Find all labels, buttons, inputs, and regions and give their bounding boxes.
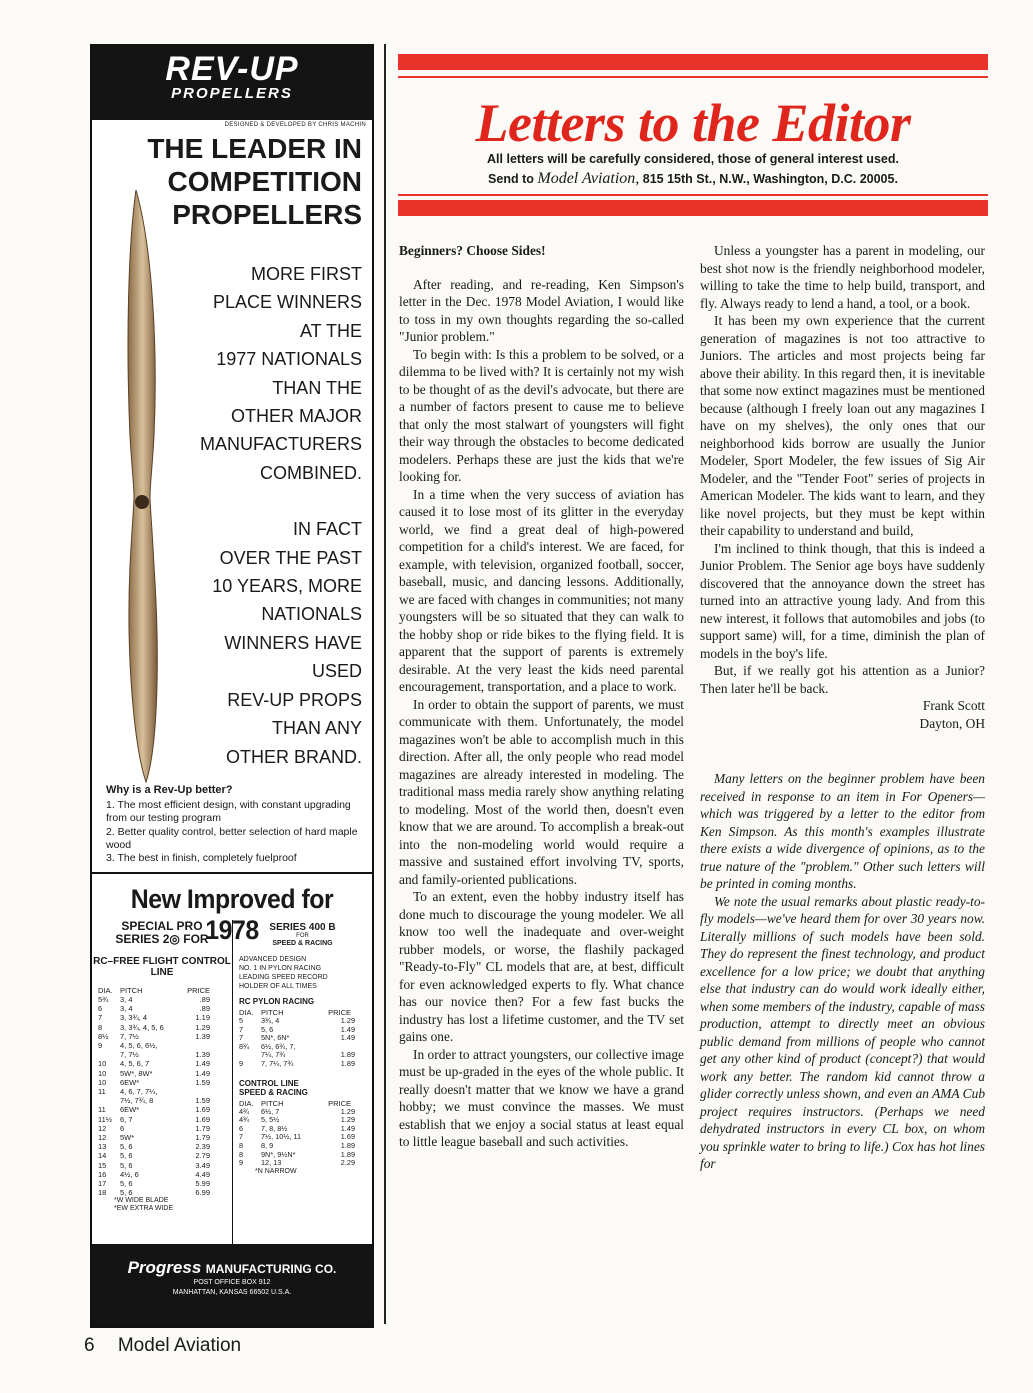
- price-cell: 7, 7½: [120, 1050, 139, 1060]
- red-rule-bottom: [398, 194, 988, 196]
- price-cell: 5.99: [195, 1179, 210, 1189]
- price-cell: 13: [98, 1142, 107, 1152]
- price-cell: 3¾, 4: [261, 1016, 280, 1025]
- ad-claim-line: PLACE WINNERS: [212, 292, 362, 313]
- ad-claim-line: USED: [311, 661, 362, 682]
- footer-magazine: Model Aviation: [117, 1335, 242, 1356]
- price-cell: 5W*: [120, 1133, 135, 1143]
- price-cell: 1.89: [340, 1058, 355, 1068]
- ad-claim-line: IN FACT: [292, 519, 362, 540]
- price-cell: 2.79: [195, 1151, 210, 1161]
- price-cell: 12: [98, 1133, 107, 1143]
- ad-claim-line: COMBINED.: [259, 462, 362, 483]
- price-cell: 10: [98, 1077, 107, 1087]
- price-cell: 1.69: [340, 1132, 355, 1142]
- price-cell: 8, 9: [261, 1140, 274, 1150]
- signature-city: Dayton, OH: [919, 715, 985, 731]
- price-cell: 11: [98, 1087, 106, 1097]
- price-cell: 7, 7½: [120, 1031, 139, 1041]
- page-number: 6: [84, 1335, 95, 1356]
- price-cell: 7: [239, 1033, 244, 1043]
- ad-claim-line: MORE FIRST: [251, 264, 362, 284]
- info-line: NO. 1 IN PYLON RACING: [239, 965, 322, 972]
- price-row: [233, 1159, 372, 1168]
- price-cell: 1.29: [340, 1106, 355, 1116]
- price-cell: 1.69: [195, 1114, 210, 1124]
- ad-claim-line: WINNERS HAVE: [224, 632, 362, 653]
- series-400-title: SERIES 400 B: [269, 922, 336, 933]
- special-pro-title: SERIES 2◎ FOR: [115, 932, 209, 946]
- price-cell: 8: [239, 1149, 244, 1159]
- price-row: [92, 995, 232, 1004]
- price-cell: [178, 1087, 210, 1096]
- price-cell: 1.49: [195, 1059, 210, 1069]
- ad-claim-line: THAN ANY: [271, 718, 362, 739]
- price-row: [92, 1023, 232, 1032]
- price-cell: 4, 5, 6, 7: [120, 1059, 150, 1069]
- special-pro-header: [92, 986, 232, 995]
- price-cell: .89: [199, 1004, 210, 1014]
- col-price: PRICE: [187, 986, 210, 995]
- letter-paragraph: Unless a youngster has a parent in modeling, our best shot now is the friendly neighborhood modeler, willing to take the time to help build, transport, and fly. Always ready to lend a hand, a tool, or a book.: [700, 243, 985, 311]
- price-cell: 1.49: [340, 1123, 355, 1133]
- editor-note: [700, 770, 985, 1173]
- price-cell: 9: [98, 1041, 103, 1051]
- page-footer: [84, 1335, 259, 1357]
- letters-banner: Letters to the Editor: [475, 93, 911, 153]
- red-rule-top: [398, 76, 988, 78]
- ad-headline-line: PROPELLERS: [172, 199, 362, 230]
- ad-why-item: 2. Better quality control, better selection of hard maple wood: [106, 825, 358, 851]
- price-cell: 7¼, 7¾: [261, 1050, 286, 1060]
- pylon-title: RC PYLON RACING: [239, 997, 315, 1006]
- price-cell: 5N*, 6N*: [261, 1033, 290, 1043]
- price-row: [92, 1041, 232, 1050]
- price-cell: 4, 6, 7, 7¼,: [120, 1087, 158, 1097]
- price-row: [233, 1034, 372, 1043]
- price-cell: 10: [98, 1068, 107, 1078]
- price-cell: 18: [98, 1188, 107, 1198]
- price-cell: 9: [239, 1058, 244, 1068]
- price-cell: 3, 4: [120, 1004, 133, 1014]
- col-pitch: PITCH: [120, 986, 143, 995]
- special-pro-rows: [92, 995, 232, 1197]
- price-cell: 1.79: [195, 1123, 210, 1133]
- ad-brand-sub: PROPELLERS: [171, 85, 293, 102]
- header-line-1: All letters will be carefully considered, those of general interest used.: [487, 152, 899, 166]
- price-cell: 15: [98, 1160, 107, 1170]
- price-cell: 1.29: [340, 1115, 355, 1125]
- price-cell: 7: [98, 1013, 103, 1023]
- price-cell: 6: [239, 1123, 244, 1133]
- price-row: [92, 1133, 232, 1142]
- price-cell: 5, 6: [120, 1179, 133, 1189]
- editor-paragraph: We note the usual remarks about plastic ready-to-fly models—we've heard them for over 30 years now. Literally millions of such models have been sold. They do represent the finest technology, and product excellence for a low price; we doubt that anything else that industry can do would work ideally either, when some members of the industry, capable of mass production, attempt to directly meet an obvious public demand from millions of people who cannot get any other kind of product (concept?) that would work any better. The random kid cannot throw a glider correctly unless shown, and even an AMA Cub project requires instructors. (Perhaps we need dehydrated instructors in every CL box, on whom you sprinkle water to bring to life.) Cox has hot lines for: [700, 893, 986, 1171]
- col-price: PRICE: [328, 1008, 351, 1017]
- price-row: [233, 1060, 372, 1069]
- price-cell: 1.69: [195, 1105, 210, 1115]
- ad-headline-line: THE LEADER IN: [147, 133, 362, 164]
- price-cell: 7, 8, 8½: [261, 1123, 288, 1133]
- info-line: HOLDER OF ALL TIMES: [239, 983, 317, 990]
- ad-claim-line: OVER THE PAST: [219, 547, 362, 568]
- price-cell: 5¾: [98, 995, 109, 1004]
- price-cell: 1.89: [340, 1140, 355, 1150]
- price-cell: 1.59: [195, 1077, 210, 1087]
- ad-claim-line: OTHER MAJOR: [230, 406, 362, 427]
- col-price: PRICE: [328, 1098, 351, 1108]
- price-cell: 9: [239, 1158, 244, 1168]
- price-cell: 5, 6: [261, 1024, 274, 1034]
- ad-header: [92, 46, 372, 120]
- letter-paragraph: To begin with: Is this a problem to be solved, or a dilemma to be lived with? It is certainly not my wish to be thought of as the devil's advocate, but there are a number of factors present to cause me to believe that only the most stalwart of youngsters will fight their way through the obstacles to become dedicated modelers. Perhaps these are just the kids that we're looking for.: [399, 346, 684, 484]
- price-cell: 11½: [98, 1114, 113, 1124]
- price-cell: 10: [98, 1059, 107, 1069]
- special-pro-line: RC–FREE FLIGHT CONTROL LINE: [93, 956, 231, 978]
- price-cell: 1.39: [195, 1050, 210, 1060]
- ad-claim-line: REV-UP PROPS: [227, 689, 362, 710]
- address: 815 15th St., N.W., Washington, D.C. 20005.: [642, 172, 898, 186]
- cl-title: SPEED & RACING: [239, 1087, 308, 1097]
- letter-column-1: [399, 242, 684, 1151]
- price-cell: 12: [98, 1123, 107, 1133]
- col-dia: DIA.: [239, 1008, 254, 1017]
- special-pro-title: SPECIAL PRO: [121, 919, 203, 933]
- header-line-2: [398, 170, 988, 188]
- price-row: [92, 1004, 232, 1013]
- price-cell: 7½, 7¾, 8: [120, 1096, 154, 1106]
- price-cell: 4¾: [239, 1115, 250, 1125]
- ad-claim-line: THAN THE: [272, 377, 362, 398]
- price-row: [92, 1115, 232, 1124]
- red-bar-bottom: [398, 200, 988, 216]
- magazine-name: Model Aviation,: [537, 170, 640, 187]
- price-cell: 1.39: [195, 1031, 210, 1041]
- price-row: [92, 1105, 232, 1114]
- series-400-sub: SPEED & RACING: [272, 940, 333, 947]
- series-400-info: [233, 955, 372, 991]
- price-row: [92, 1179, 232, 1188]
- price-row: [92, 1142, 232, 1151]
- rev-up-advertisement: [90, 44, 374, 1328]
- letter-paragraph: It has been my own experience that the current generation of magazines is not too attractive to Juniors. The articles and most projects being far above their ability. In this regard then, it is inevitable that some now extinct magazines must be mentioned because (although I freely loan out any magazines I have on my shelves), the only ones that our neighborhood kids borrow are usually the Junior Modeler, Sport Modeler, the few issues of Sig Air Modeler, and the "Tender Foot" series of projects in American Modeler. The kids want to learn, and they like novel projects, but they must be kept within their capability to understand and build,: [700, 313, 985, 538]
- price-row: [92, 1096, 232, 1105]
- letter-paragraph: But, if we really got his attention as a Junior? Then later he'll be back.: [700, 663, 985, 696]
- ad-why-item: 3. The best in finish, completely fuelproof: [106, 852, 297, 865]
- price-cell: 8¾: [239, 1041, 250, 1051]
- company-city: MANHATTAN, KANSAS 66502 U.S.A.: [172, 1289, 292, 1296]
- price-cell: 1.19: [195, 1013, 210, 1023]
- editor-paragraph: Many letters on the beginner problem have been received in response to an item in For Openers—which was triggered by a letter to the editor from Ken Simpson. As this month's examples illustrate there exists a wide divergence of opinions, as to the true nature of the "problem." Other such letters will be printed in coming months.: [700, 771, 985, 891]
- price-cell: 8: [239, 1140, 244, 1150]
- price-cell: 5, 6: [120, 1160, 133, 1170]
- price-cell: .89: [199, 995, 210, 1004]
- column-divider: [384, 44, 386, 1324]
- col-dia: DIA.: [239, 1098, 254, 1108]
- ad-price-list: [92, 872, 372, 1246]
- letter-paragraph: In order to attract youngsters, our collective image must be up-graded in the eyes of the whole public. It really doesn't matter that we know we have a grand hobby; we must convince the masses. We must establish that we enjoy a social status at least equal to little league baseball and such activities.: [399, 1046, 684, 1149]
- price-cell: [178, 1041, 210, 1050]
- col-pitch: PITCH: [261, 1098, 284, 1108]
- letter-paragraph: In order to obtain the support of parents, we must communicate with them. Unfortunately, the model magazines won't be able to accomplish much in this direction. After all, the only people who read model magazines are already interested in modeling. The traditional mass media rarely show anything relating to modeling. Most of the world then, doesn't even know that we are around. To accomplish a break-out into the non-modeling world would require a massive and sustained effort involving TV, sports, and family-oriented publications.: [399, 696, 684, 887]
- price-cell: 6: [120, 1123, 125, 1133]
- price-cell: 7: [239, 1024, 244, 1034]
- price-cell: 7½, 10½, 11: [261, 1132, 302, 1142]
- ad-claim-line: OTHER BRAND.: [225, 746, 362, 767]
- cl-rows: [233, 1108, 372, 1168]
- ad-credit: DESIGNED & DEVELOPED BY CHRIS MACHIN: [224, 122, 366, 128]
- price-cell: 5: [239, 1016, 244, 1025]
- price-cell: 12, 13: [261, 1158, 282, 1168]
- price-cell: 6EW*: [120, 1105, 140, 1115]
- price-cell: 1.59: [195, 1096, 210, 1106]
- price-cell: [98, 1096, 120, 1105]
- letter-heading: Beginners? Choose Sides!: [399, 243, 546, 258]
- price-row: [92, 1078, 232, 1087]
- price-row: [92, 1050, 232, 1059]
- price-cell: 4.49: [195, 1169, 210, 1179]
- series-400-note: *N NARROW: [255, 1167, 297, 1175]
- send-to: Send to: [488, 172, 534, 186]
- price-cell: 6½, 7: [261, 1106, 280, 1116]
- progress-manufacturing: [92, 1244, 372, 1326]
- price-cell: 6: [98, 1004, 103, 1014]
- price-row: [92, 1188, 232, 1197]
- price-cell: 1.29: [340, 1016, 355, 1025]
- special-pro-table: [92, 920, 233, 1246]
- price-row: [92, 1032, 232, 1041]
- letter-paragraph: After reading, and re-reading, Ken Simpson's letter in the Dec. 1978 Model Aviation, I would like to toss in my own thoughts regarding the so-called "Junior problem.": [399, 276, 684, 344]
- price-cell: 8: [98, 1022, 103, 1032]
- price-row: [92, 1170, 232, 1179]
- ad-claim-line: 1977 NATIONALS: [216, 349, 362, 370]
- letter-paragraph: In a time when the very success of aviation has caused it to lose most of its glitter in the everyday world, we find a great deal of high-powered competition for a child's interest. We are faced, for example, with television, organized football, soccer, baseball, music, and dancing lessons. Additionally, we are faced with changes in communities; not many youngsters will be so situated that they can walk to the hobby shop or ride bikes to the flying field. It is apparent that the support of parents is extremely desirable. At the very least the kids need parental encouragement, transportation, and a place to work.: [399, 486, 684, 694]
- price-cell: 4¾: [239, 1106, 250, 1116]
- ad-claim-line: MANUFACTURERS: [199, 434, 362, 455]
- price-cell: 7: [239, 1132, 244, 1142]
- company-name: Progress: [127, 1258, 202, 1277]
- price-cell: 1.49: [340, 1024, 355, 1034]
- letter-paragraph: I'm inclined to think though, that this is indeed a Junior Problem. The Senior age boys have suddenly discovered that the annoyance down the street has turned into an attractive young lady. And from this new interest, it follows that automobiles and jobs (to support same) will, for a time, diminish the plan of models in the boy's life.: [700, 540, 985, 661]
- ad-why-title: Why is a Rev-Up better?: [106, 784, 233, 796]
- price-cell: 8½: [98, 1031, 109, 1041]
- price-cell: 17: [98, 1179, 107, 1189]
- col-dia: DIA.: [98, 986, 113, 995]
- price-cell: 2.39: [195, 1142, 210, 1152]
- ad-why-item: 1. The most efficient design, with constant upgrading from our testing program: [106, 799, 351, 825]
- company-po-box: POST OFFICE BOX 912: [193, 1279, 271, 1286]
- company-name-rest: MANUFACTURING CO.: [205, 1262, 337, 1276]
- price-cell: 2.29: [340, 1158, 355, 1168]
- info-line: ADVANCED DESIGN: [239, 956, 307, 963]
- price-cell: 6.99: [195, 1188, 210, 1198]
- price-cell: [98, 1050, 120, 1059]
- propeller-illustration: [106, 186, 176, 786]
- price-row: [92, 1151, 232, 1160]
- series-400-table: [233, 920, 372, 1246]
- price-row: [92, 1124, 232, 1133]
- price-cell: 6, 7: [120, 1114, 133, 1124]
- ad-claim-line: NATIONALS: [261, 604, 362, 625]
- price-cell: 14: [98, 1151, 107, 1161]
- ad-new-title: New Improved for 1978: [130, 884, 334, 945]
- special-note: *EW EXTRA WIDE: [114, 1205, 174, 1213]
- price-cell: 5, 6: [120, 1142, 133, 1152]
- price-cell: 16: [98, 1169, 107, 1179]
- cl-title: CONTROL LINE: [239, 1078, 299, 1088]
- price-cell: 11: [98, 1105, 106, 1115]
- price-cell: 6½, 6¾, 7,: [261, 1041, 296, 1051]
- price-cell: 5, 5½: [261, 1115, 280, 1125]
- price-cell: 6EW*: [120, 1077, 140, 1087]
- price-row: [92, 1161, 232, 1170]
- signature-name: Frank Scott: [922, 698, 985, 713]
- price-cell: 9N*, 9½N*: [261, 1149, 296, 1159]
- special-note: *W WIDE BLADE: [114, 1197, 169, 1205]
- ad-claim-line: 10 YEARS, MORE: [212, 576, 362, 597]
- price-cell: 1.49: [195, 1068, 210, 1078]
- price-row: [92, 1087, 232, 1096]
- ad-why-section: [106, 784, 361, 865]
- price-cell: 5, 6: [120, 1188, 133, 1198]
- price-cell: 5W*, 8W*: [120, 1068, 153, 1078]
- col-pitch: PITCH: [261, 1008, 284, 1017]
- price-cell: 4, 5, 6, 6½,: [120, 1041, 158, 1051]
- price-cell: 5, 6: [120, 1151, 133, 1161]
- red-bar-top: [398, 54, 988, 70]
- price-cell: 1.79: [195, 1133, 210, 1143]
- price-cell: 4½, 6: [120, 1169, 139, 1179]
- letter-column-2: [700, 242, 985, 1173]
- ad-claims: [200, 260, 362, 771]
- series-400-for: FOR: [296, 933, 309, 939]
- price-cell: 1.29: [195, 1022, 210, 1032]
- price-cell: 3, 3¾, 4: [120, 1013, 148, 1023]
- price-row: [92, 1013, 232, 1022]
- price-row: [92, 1059, 232, 1068]
- pylon-rows: [233, 1017, 372, 1069]
- price-cell: 1.89: [340, 1149, 355, 1159]
- ad-claim-line: AT THE: [299, 320, 362, 341]
- price-cell: 3.49: [195, 1160, 210, 1170]
- info-line: LEADING SPEED RECORD: [239, 974, 328, 981]
- price-cell: 1.49: [340, 1033, 355, 1043]
- price-row: [92, 1069, 232, 1078]
- price-cell: 7, 7¼, 7¾: [261, 1058, 294, 1068]
- letter-paragraph: To an extent, even the hobby industry itself has done much to discourage the young modeler. We all know too well the inadequate and over-weight rubber models, or worse, the flashily packaged "Ready-to-Fly" CL models that are, at best, difficult for even acknowledged experts to fly. What chance has our novice then? For a few fast bucks the industry has lost a lifetime customer, and the TV set gains one.: [399, 889, 684, 1044]
- price-cell: 3, 4: [120, 995, 133, 1004]
- price-cell: 1.89: [340, 1050, 355, 1060]
- ad-headline-line: COMPETITION: [167, 166, 362, 197]
- price-cell: 3, 3¾, 4, 5, 6: [120, 1022, 164, 1032]
- ad-brand: REV-UP: [165, 50, 299, 88]
